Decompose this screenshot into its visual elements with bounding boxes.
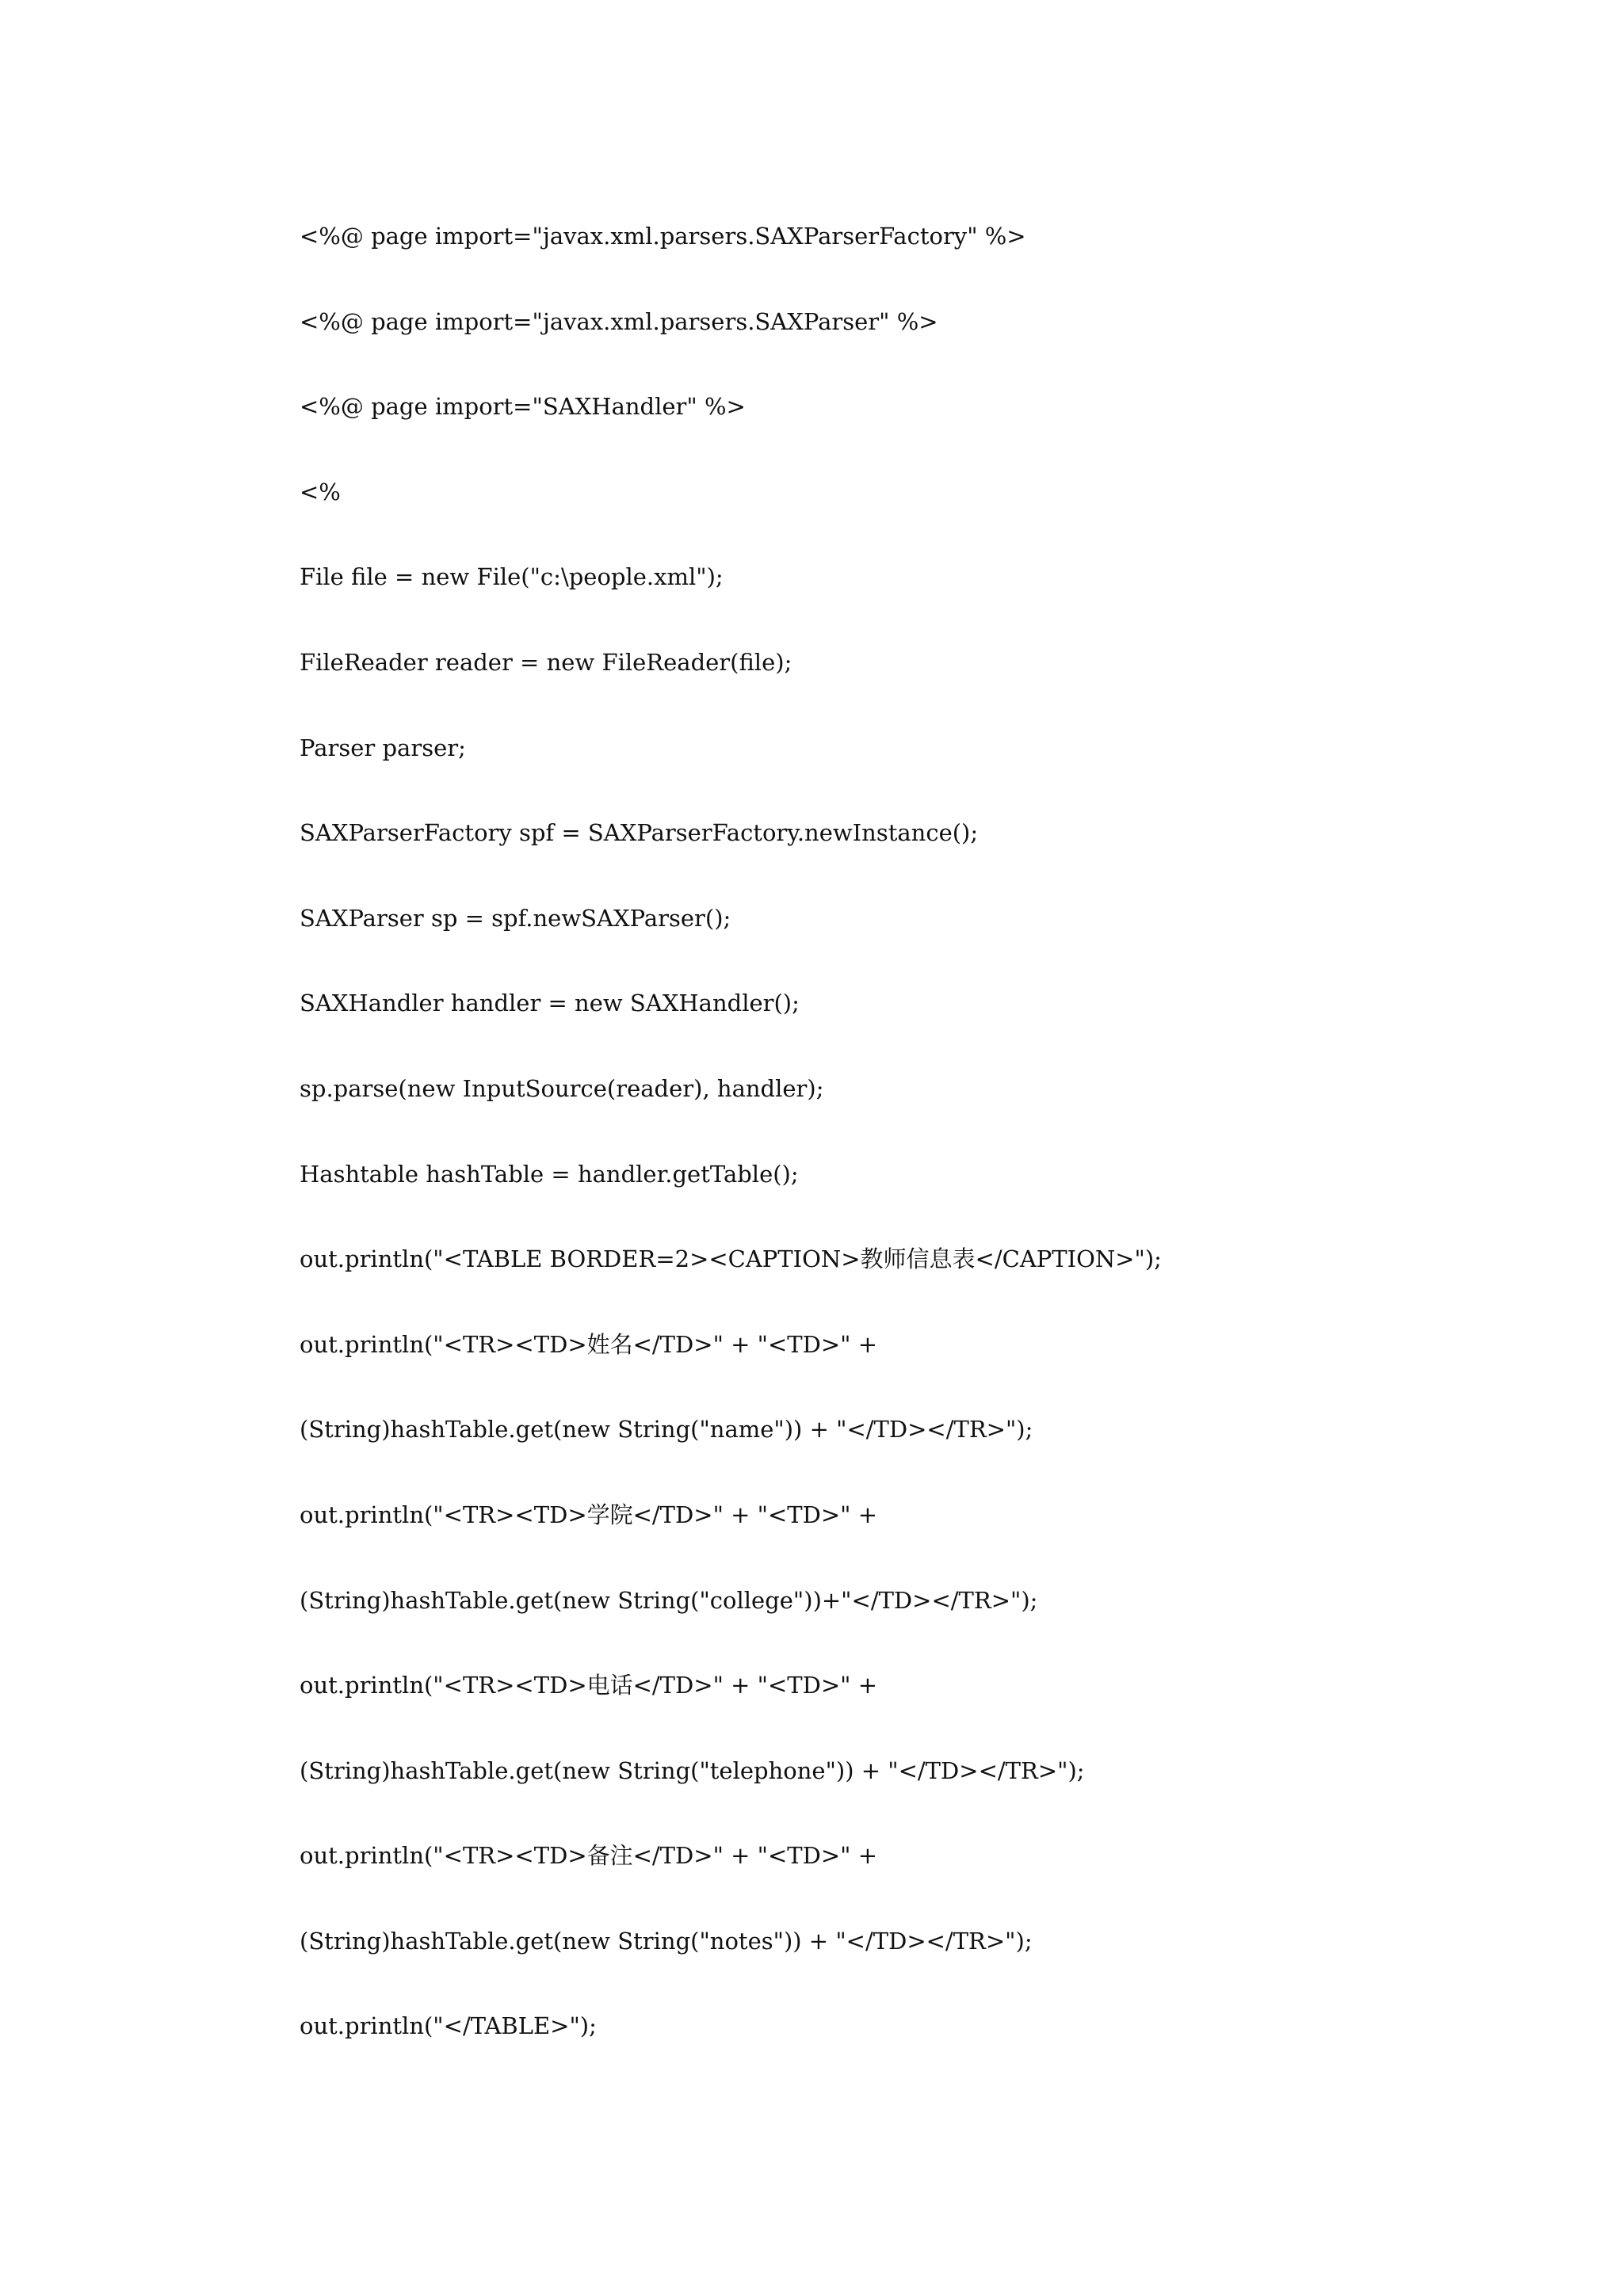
code-line: <% (300, 478, 341, 505)
code-line: sp.parse(new InputSource(reader), handler); (300, 1074, 824, 1102)
code-listing (300, 220, 1568, 2096)
code-line: out.println("<TR><TD>姓名</TD>" + "<TD>" + (300, 1330, 878, 1358)
code-line: (String)hashTable.get(new String("notes")) + "</TD></TR>"); (300, 1927, 1033, 1955)
code-line: File file = new File("c:\people.xml"); (300, 563, 724, 591)
code-line: out.println("<TR><TD>电话</TD>" + "<TD>" + (300, 1672, 878, 1699)
code-line: Parser parser; (300, 734, 466, 761)
code-line: (String)hashTable.get(new String("college"))+"</TD></TR>"); (300, 1586, 1038, 1614)
code-line: out.println("<TR><TD>备注</TD>" + "<TD>" + (300, 1842, 878, 1870)
code-line: <%@ page import="javax.xml.parsers.SAXParserFactory" %> (300, 223, 1026, 250)
code-line: out.println("<TR><TD>学院</TD>" + "<TD>" + (300, 1501, 878, 1528)
code-line: SAXParserFactory spf = SAXParserFactory.newInstance(); (300, 819, 979, 847)
code-line: SAXHandler handler = new SAXHandler(); (300, 990, 800, 1017)
code-line: SAXParser sp = spf.newSAXParser(); (300, 904, 731, 932)
code-line: <%@ page import="SAXHandler" %> (300, 393, 746, 421)
code-line: (String)hashTable.get(new String("telephone")) + "</TD></TR>"); (300, 1756, 1085, 1784)
code-line: <%@ page import="javax.xml.parsers.SAXParser" %> (300, 307, 938, 335)
code-line: FileReader reader = new FileReader(file); (300, 648, 792, 676)
code-line: out.println("</TABLE>"); (300, 2012, 597, 2040)
code-line: out.println("<TABLE BORDER=2><CAPTION>教师信息表</CAPTION>"); (300, 1245, 1162, 1273)
code-line: Hashtable hashTable = handler.getTable(); (300, 1160, 799, 1188)
code-line: (String)hashTable.get(new String("name")) + "</TD></TR>"); (300, 1416, 1033, 1444)
